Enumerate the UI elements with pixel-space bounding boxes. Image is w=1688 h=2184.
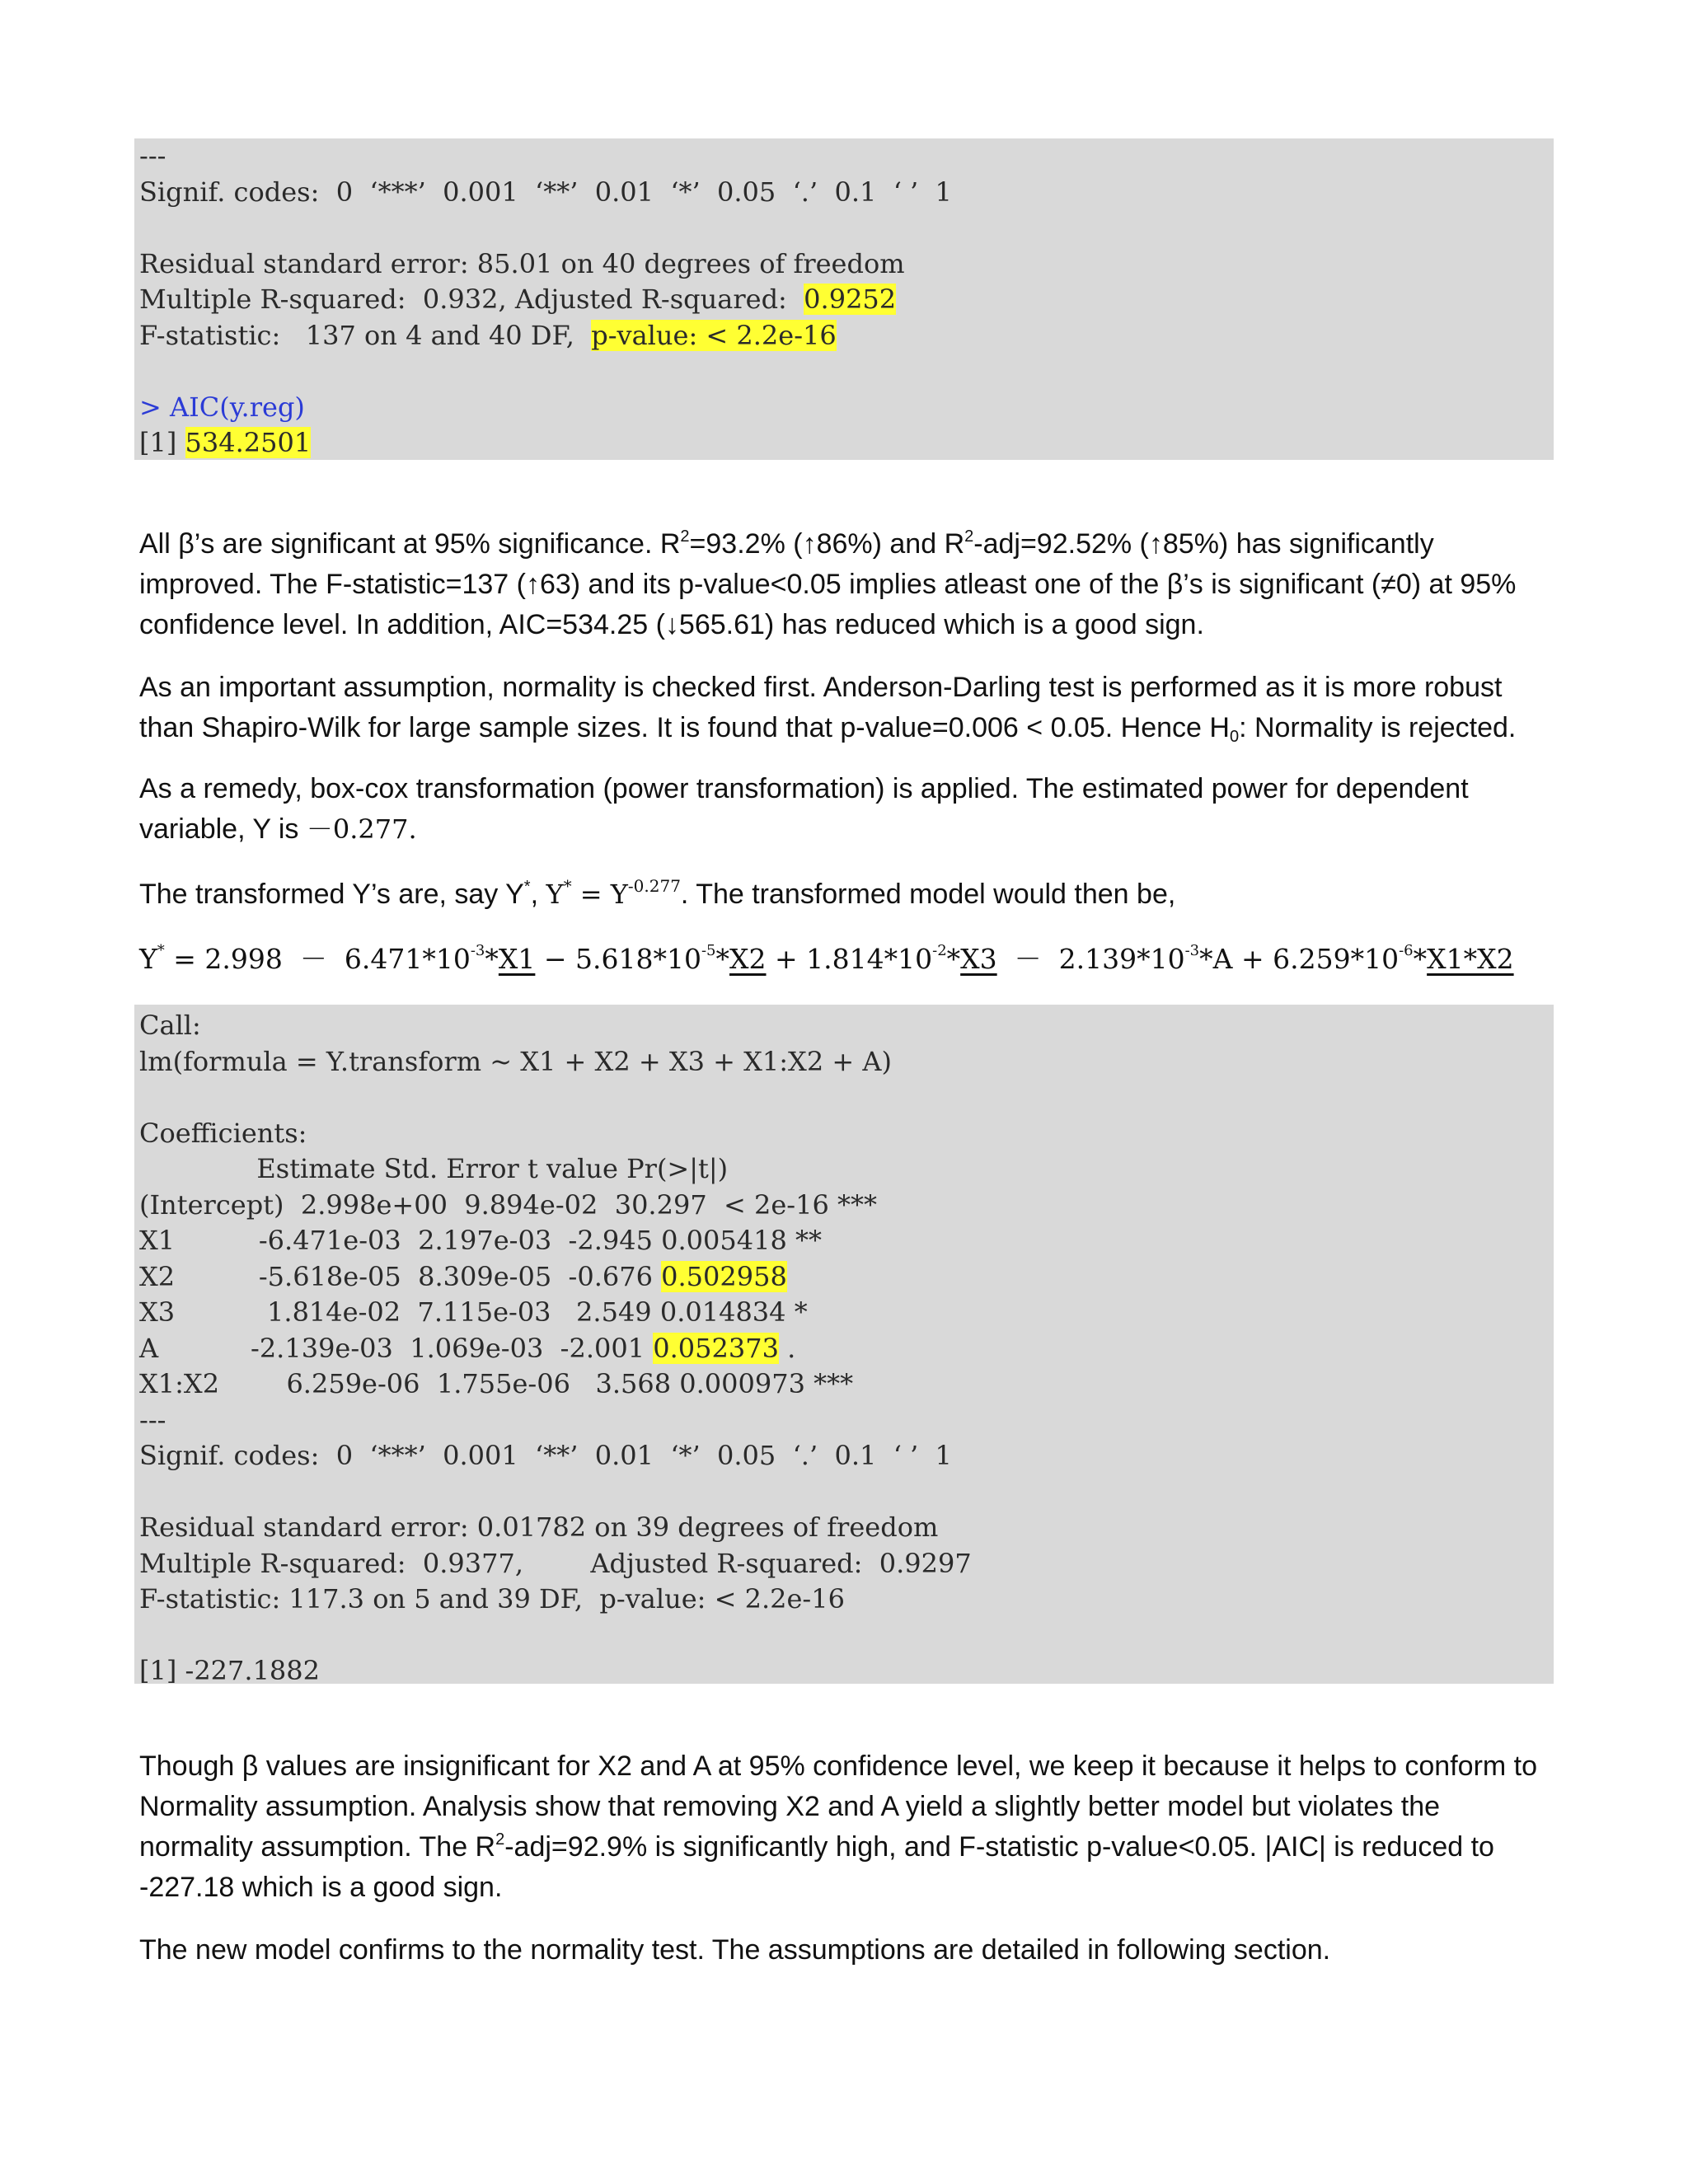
output-line: Multiple R-squared: 0.9377, Adjusted R-squared: 0.9297: [139, 1547, 972, 1579]
formula-exponent: -3: [470, 942, 485, 959]
p-value-highlight: p-value: < 2.2e-16: [591, 319, 837, 351]
equation-text: = Y: [571, 879, 628, 910]
coefficient-row: [139, 1331, 1554, 1367]
formula-exponent: -2: [932, 942, 947, 959]
output-line: [139, 354, 1554, 390]
output-line: Signif. codes: 0 ‘***’ 0.001 ‘**’ 0.01 ‘*’ 0.05 ‘.’ 0.1 ‘ ’ 1: [139, 176, 952, 208]
paragraph-text: All β’s are significant at 95% significance. R: [139, 528, 681, 560]
coefficient-text: .: [778, 1332, 796, 1364]
output-line: Call:: [139, 1010, 201, 1041]
output-line: ---: [139, 140, 166, 171]
coefficient-row: (Intercept) 2.998e+00 9.894e-02 30.297 < 2e-16 ***: [139, 1188, 877, 1221]
paragraph-text: Though β values are insignificant for X2 and A at 95% confidence level, we keep it because it helps to conform to Normality assumption. Analysis show that removing X2 and A yield a slightly better model but violates the normality assumption. The R: [139, 1750, 1538, 1863]
r-squared-line: [139, 282, 1554, 318]
output-line: ---: [139, 1404, 166, 1436]
coefficient-row: X1:X2 6.259e-06 1.755e-06 3.568 0.000973 ***: [139, 1368, 854, 1399]
equation-text: Y: [546, 879, 564, 910]
formula-exponent: -6: [1399, 942, 1414, 959]
model-formula: [139, 939, 1557, 979]
superscript: 2: [680, 527, 690, 546]
formula-text: － 2.139*10: [996, 943, 1185, 975]
coefficient-text: X2 -5.618e-05 8.309e-05 -0.676: [139, 1260, 662, 1292]
paragraph-transformed-y: [139, 874, 1540, 915]
adjusted-r-squared-highlight: 0.9252: [804, 284, 897, 315]
formula-text: + 1.814*10: [766, 943, 933, 975]
formula-text: = 2.998 － 6.471*10: [164, 943, 471, 975]
paragraph-text: =93.2% (↑86%) and R: [689, 528, 965, 560]
formula-text: *: [485, 943, 499, 975]
coefficients-header: Estimate Std. Error t value Pr(>|t|): [139, 1153, 729, 1184]
paragraph-text: . The transformed model would then be,: [680, 879, 1176, 910]
paragraph-text: -adj=92.9% is significantly high, and F-statistic p-value<0.05. |AIC| is reduced to -227.18 which is a good sign.: [139, 1831, 1494, 1903]
console-prompt: > AIC(y.reg): [139, 391, 305, 423]
f-statistic-line: [139, 318, 1554, 354]
coefficient-row: [139, 1259, 1554, 1296]
output-line: Signif. codes: 0 ‘***’ 0.001 ‘**’ 0.01 ‘*’ 0.05 ‘.’ 0.1 ‘ ’ 1: [139, 1440, 952, 1471]
superscript: -0.277: [627, 876, 681, 896]
paragraph-significance: [139, 524, 1540, 645]
formula-variable: X1: [498, 943, 536, 975]
paragraph-text: -adj=92.52% (↑85%) has significantly improved. The F-statistic=137 (↑63) and its p-value<0.05 implies atleast one of the β’s is significant (≠0) at 95% confidence level. In addition, AIC=534.25 (↓565.61) has reduced which is a good sign.: [139, 528, 1517, 640]
output-line: Coefficients:: [139, 1117, 307, 1149]
a-p-value-highlight: 0.052373: [653, 1332, 779, 1364]
output-line: Residual standard error: 0.01782 on 39 degrees of freedom: [139, 1511, 939, 1543]
subscript: 0: [1229, 728, 1240, 746]
paragraph-text: : Normality is rejected.: [1239, 712, 1517, 743]
paragraph-conclusion: [139, 1746, 1540, 1908]
aic-result-line: [139, 425, 1554, 462]
output-line: [139, 210, 1554, 246]
output-line: F-statistic: 117.3 on 5 and 39 DF, p-value: < 2.2e-16: [139, 1583, 845, 1615]
formula-text: Y: [139, 943, 157, 975]
aic-result-line: [1] -227.1882: [139, 1655, 320, 1686]
regression-output-block-2: [134, 1005, 1554, 1684]
paragraph-text: The transformed Y’s are, say Y: [139, 879, 524, 910]
output-line: [139, 1618, 1554, 1654]
power-value: －0.277.: [306, 813, 417, 845]
regression-output-block-1: [134, 138, 1554, 460]
superscript: *: [563, 876, 572, 896]
output-line: [139, 1474, 1554, 1511]
transform-equation: [546, 876, 681, 910]
paragraph-text: As an important assumption, normality is checked first. Anderson-Darling test is performed as it is more robust than Shapiro-Wilk for large sample sizes. It is found that p-value=0.006 < 0.05. Hence H: [139, 672, 1503, 743]
formula-exponent: -3: [1184, 942, 1200, 959]
formula-variable: X2: [729, 943, 767, 975]
paragraph-box-cox: [139, 769, 1540, 850]
x2-p-value-highlight: 0.502958: [661, 1260, 787, 1292]
formula-variable: X3: [960, 943, 997, 975]
output-line: [139, 1080, 1554, 1116]
r-squared-text: Multiple R-squared: 0.932, Adjusted R-squared:: [139, 284, 804, 315]
formula-exponent: -5: [701, 942, 716, 959]
aic-value-highlight: 534.2501: [185, 427, 312, 458]
coefficient-row: X3 1.814e-02 7.115e-03 2.549 0.014834 *: [139, 1296, 808, 1328]
formula-variable: X1*X2: [1427, 943, 1514, 975]
aic-result-index: [1]: [139, 427, 185, 458]
paragraph-final: The new model confirms to the normality test. The assumptions are detailed in following section.: [139, 1934, 1331, 1966]
superscript: 2: [495, 1830, 505, 1849]
output-line: Residual standard error: 85.01 on 40 degrees of freedom: [139, 247, 905, 279]
paragraph-text: As a remedy, box-cox transformation (power transformation) is applied. The estimated power for dependent variable, Y is: [139, 773, 1469, 845]
superscript: *: [523, 878, 531, 896]
formula-text: *: [946, 943, 961, 975]
output-line: lm(formula = Y.transform ~ X1 + X2 + X3 + X1:X2 + A): [139, 1045, 892, 1077]
f-statistic-text: F-statistic: 137 on 4 and 40 DF,: [139, 319, 592, 351]
formula-text: − 5.618*10: [535, 943, 701, 975]
coefficient-row: X1 -6.471e-03 2.197e-03 -2.945 0.005418 **: [139, 1225, 822, 1256]
paragraph-normality: [139, 668, 1540, 748]
formula-exponent: *: [157, 942, 165, 959]
formula-text: *A + 6.259*10: [1199, 943, 1400, 975]
formula-text: *: [1413, 943, 1428, 975]
formula-text: *: [715, 943, 730, 975]
superscript: 2: [964, 527, 974, 546]
paragraph-text: ,: [530, 879, 546, 910]
coefficient-text: A -2.139e-03 1.069e-03 -2.001: [139, 1332, 654, 1364]
